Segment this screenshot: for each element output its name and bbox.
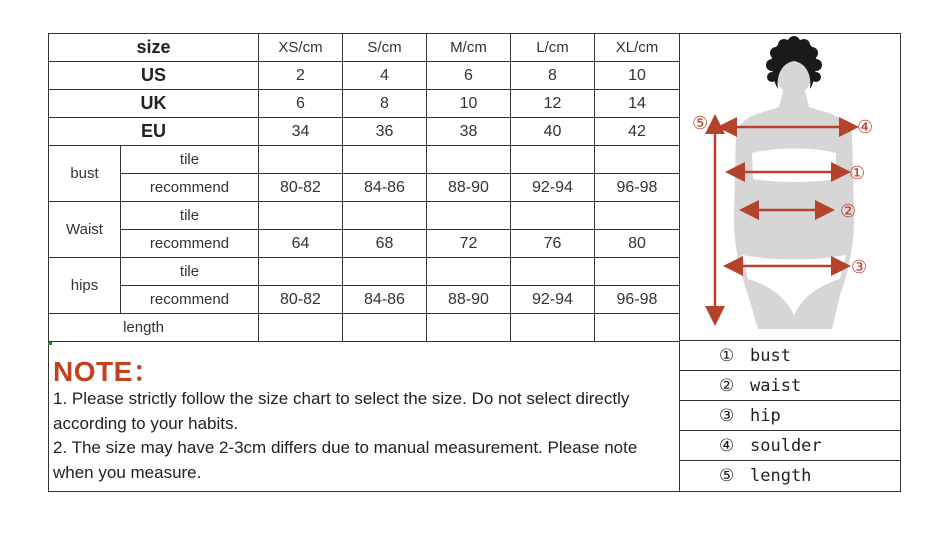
table-cell: 64 xyxy=(259,230,343,258)
table-cell xyxy=(259,314,343,342)
legend-marker: ④ xyxy=(719,436,735,456)
measurement-label-bust: bust xyxy=(49,146,121,202)
recommend-label: recommend xyxy=(121,286,259,314)
column-header: XS/cm xyxy=(259,34,343,62)
size-header-row xyxy=(49,34,680,62)
hips-recommend-row xyxy=(49,286,680,314)
note-title: NOTE： xyxy=(53,356,162,387)
bust-recommend-row xyxy=(49,174,680,202)
waist-tile-row xyxy=(49,202,680,230)
length-row xyxy=(49,314,680,342)
table-cell: 92-94 xyxy=(511,286,595,314)
legend-item xyxy=(680,371,901,401)
table-cell: 76 xyxy=(511,230,595,258)
recommend-label: recommend xyxy=(121,230,259,258)
table-cell xyxy=(427,258,511,286)
table-cell xyxy=(343,314,427,342)
waist-recommend-row xyxy=(49,230,680,258)
tile-label: tile xyxy=(121,202,259,230)
measurement-label-hips: hips xyxy=(49,258,121,314)
table-cell: 10 xyxy=(427,90,511,118)
table-cell xyxy=(595,202,680,230)
table-cell: 38 xyxy=(427,118,511,146)
table-cell: 80-82 xyxy=(259,174,343,202)
region-row-us xyxy=(49,62,680,90)
table-cell: 68 xyxy=(343,230,427,258)
table-cell: 12 xyxy=(511,90,595,118)
bust-tile-row xyxy=(49,146,680,174)
table-cell xyxy=(343,258,427,286)
hip-marker: ③ xyxy=(851,257,868,278)
column-header: S/cm xyxy=(343,34,427,62)
tile-label: tile xyxy=(121,258,259,286)
table-cell: 92-94 xyxy=(511,174,595,202)
table-cell: 84-86 xyxy=(343,174,427,202)
table-cell xyxy=(427,202,511,230)
body-measurement-figure xyxy=(679,33,901,341)
table-cell xyxy=(427,314,511,342)
note-line-1: 1. Please strictly follow the size chart to select the size. Do not select directly according to your habits. xyxy=(53,389,630,433)
table-cell: 2 xyxy=(259,62,343,90)
legend-label: bust xyxy=(750,346,791,366)
note-line-2: 2. The size may have 2-3cm differs due to manual measurement. Please note when you measure. xyxy=(53,438,638,482)
legend-label: hip xyxy=(750,406,781,426)
table-cell: 80 xyxy=(595,230,680,258)
size-table xyxy=(48,33,680,342)
table-cell: 96-98 xyxy=(595,174,680,202)
legend-label: waist xyxy=(750,376,802,396)
table-cell: 80-82 xyxy=(259,286,343,314)
table-cell xyxy=(343,146,427,174)
table-cell xyxy=(511,202,595,230)
column-header: XL/cm xyxy=(595,34,680,62)
table-cell xyxy=(343,202,427,230)
table-cell: 88-90 xyxy=(427,286,511,314)
shoulder-marker: ④ xyxy=(857,117,874,138)
table-cell xyxy=(259,146,343,174)
legend-marker: ① xyxy=(719,346,735,366)
region-label: UK xyxy=(49,90,259,118)
table-cell: 34 xyxy=(259,118,343,146)
legend-label: soulder xyxy=(750,436,822,456)
table-cell: 4 xyxy=(343,62,427,90)
column-header: M/cm xyxy=(427,34,511,62)
legend-item xyxy=(680,401,901,431)
legend-label: length xyxy=(750,466,812,486)
table-cell xyxy=(595,314,680,342)
column-header: L/cm xyxy=(511,34,595,62)
measurement-legend xyxy=(679,341,901,492)
bust-marker: ① xyxy=(849,163,866,184)
body-silhouette-illustration xyxy=(680,33,902,341)
table-cell xyxy=(511,258,595,286)
region-row-eu xyxy=(49,118,680,146)
legend-marker: ③ xyxy=(719,406,735,426)
legend-item xyxy=(680,341,901,371)
table-cell: 72 xyxy=(427,230,511,258)
table-cell xyxy=(595,146,680,174)
region-label: US xyxy=(49,62,259,90)
body-silhouette xyxy=(734,51,857,329)
table-cell xyxy=(511,314,595,342)
table-cell: 6 xyxy=(259,90,343,118)
table-cell: 36 xyxy=(343,118,427,146)
table-cell: 42 xyxy=(595,118,680,146)
table-cell xyxy=(259,258,343,286)
legend-item xyxy=(680,431,901,461)
table-cell: 88-90 xyxy=(427,174,511,202)
legend-marker: ② xyxy=(719,376,735,396)
waist-marker: ② xyxy=(840,201,857,222)
legend-marker: ⑤ xyxy=(719,466,735,486)
hips-tile-row xyxy=(49,258,680,286)
table-cell: 8 xyxy=(343,90,427,118)
table-cell: 96-98 xyxy=(595,286,680,314)
table-cell: 84-86 xyxy=(343,286,427,314)
table-cell xyxy=(595,258,680,286)
table-cell: 8 xyxy=(511,62,595,90)
table-cell xyxy=(259,202,343,230)
table-cell: 10 xyxy=(595,62,680,90)
table-cell: 6 xyxy=(427,62,511,90)
measurement-label-waist: Waist xyxy=(49,202,121,258)
legend-item xyxy=(680,461,901,491)
length-label: length xyxy=(49,314,259,342)
length-marker: ⑤ xyxy=(692,113,709,134)
region-row-uk xyxy=(49,90,680,118)
table-cell xyxy=(511,146,595,174)
size-header-label: size xyxy=(49,34,259,62)
region-label: EU xyxy=(49,118,259,146)
tile-label: tile xyxy=(121,146,259,174)
table-cell: 14 xyxy=(595,90,680,118)
note-section xyxy=(48,341,679,492)
table-cell: 40 xyxy=(511,118,595,146)
recommend-label: recommend xyxy=(121,174,259,202)
table-cell xyxy=(427,146,511,174)
note-text xyxy=(53,387,673,485)
